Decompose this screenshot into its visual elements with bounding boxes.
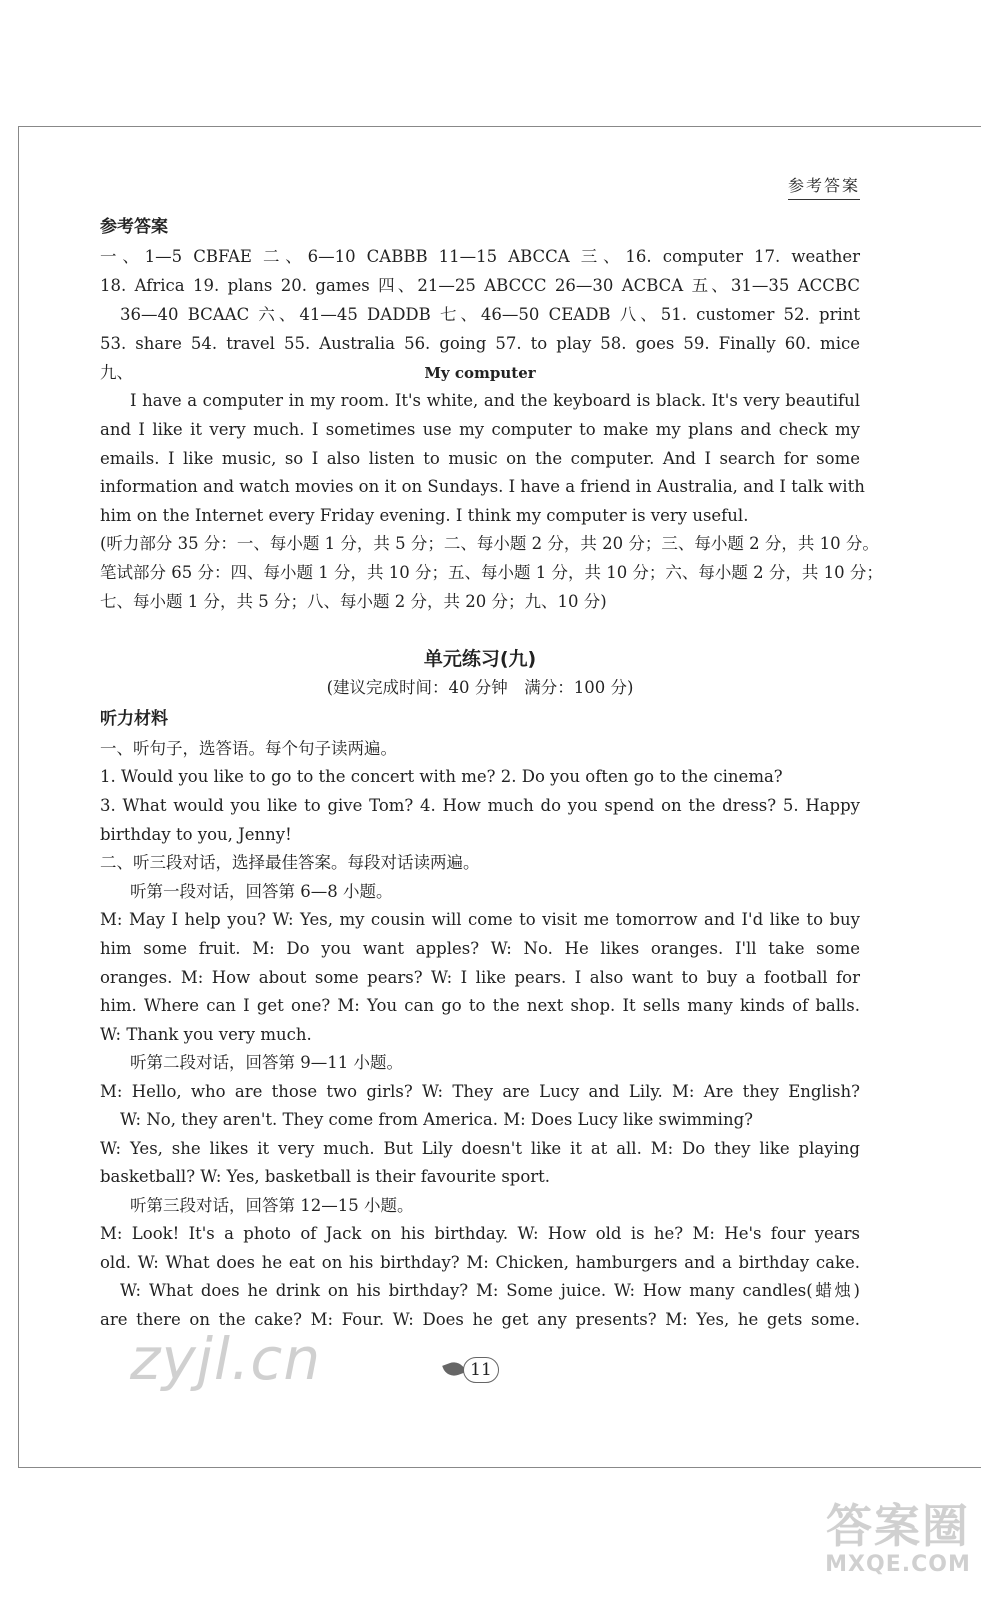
essay-line: emails. I like music, so I also listen to music on the computer. And I search for some	[100, 449, 860, 468]
score-line: 笔试部分 65 分：四、每小题 1 分，共 10 分；五、每小题 1 分，共 10 分；六、每小题 2 分，共 10 分；	[100, 563, 883, 582]
listening-line: old. W: What does he eat on his birthday? M: Chicken, hamburgers and a birthday cake.	[100, 1253, 860, 1272]
listening-line: oranges. M: How about some pears? W: I like pears. I also want to buy a football for	[100, 968, 860, 987]
listening-line: are there on the cake? M: Four. W: Does he get any presents? M: Yes, he gets some.	[100, 1310, 860, 1329]
watermark-zyjl: zyjl.cn	[130, 1325, 322, 1393]
listening-line: M: Look! It's a photo of Jack on his birthday. W: How old is he? M: He's four years	[100, 1224, 860, 1243]
page-number-text: 11	[463, 1357, 499, 1383]
listening-line: M: Hello, who are those two girls? W: They are Lucy and Lily. M: Are they English?	[100, 1082, 860, 1101]
listening-heading: 听力材料	[100, 709, 168, 729]
watermark-mxqe-url: MXQE.COM	[825, 1552, 971, 1577]
listening-line: W: Thank you very much.	[100, 1025, 312, 1044]
essay-line: information and watch movies on it on Sundays. I have a friend in Australia, and I talk with	[100, 477, 865, 496]
unit-subtitle: (建议完成时间：40 分钟 满分：100 分)	[326, 678, 634, 697]
listening-line: 3. What would you like to give Tom? 4. How much do you spend on the dress? 5. Happy	[100, 796, 860, 815]
listening-line: 听第一段对话，回答第 6—8 小题。	[130, 882, 393, 901]
listening-line: 二、听三段对话，选择最佳答案。每段对话读两遍。	[100, 853, 480, 872]
listening-line: 听第三段对话，回答第 12—15 小题。	[130, 1196, 414, 1215]
listening-line: him. Where can I get one? M: You can go to the next shop. It sells many kinds of balls.	[100, 996, 860, 1015]
listening-line: basketball? W: Yes, basketball is their favourite sport.	[100, 1167, 551, 1186]
listening-line: W: No, they aren't. They come from America. M: Does Lucy like swimming?	[120, 1110, 753, 1129]
essay-line: him on the Internet every Friday evening. I think my computer is very useful.	[100, 506, 749, 525]
essay-line: and I like it very much. I sometimes use my computer to make my plans and check my	[100, 420, 860, 439]
essay-title: My computer	[424, 364, 536, 382]
score-line: 七、每小题 1 分，共 5 分；八、每小题 2 分，共 20 分；九、10 分)	[100, 592, 607, 611]
answer-line: 36—40 BCAAC 六、41—45 DADDB 七、46—50 CEADB 八、51. customer 52. print	[120, 305, 860, 324]
score-line: (听力部分 35 分：一、每小题 1 分，共 5 分；二、每小题 2 分，共 20 分；三、每小题 2 分，共 10 分。	[100, 534, 879, 553]
unit-title: 单元练习(九)	[423, 648, 537, 670]
answer-line: 18. Africa 19. plans 20. games 四、21—25 ABCCC 26—30 ACBCA 五、31—35 ACCBC	[100, 276, 860, 295]
listening-line: W: What does he drink on his birthday? M: Some juice. W: How many candles(蜡烛)	[120, 1281, 860, 1300]
answer-line: 一、1—5 CBFAE 二、6—10 CABBB 11—15 ABCCA 三、16. computer 17. weather	[100, 247, 860, 266]
header-section-tag: 参考答案	[788, 173, 860, 200]
watermark-mxqe	[808, 1500, 988, 1577]
watermark-mxqe-title: 答案圈	[826, 1499, 970, 1553]
listening-line: him some fruit. M: Do you want apples? W: No. He likes oranges. I'll take some	[100, 939, 860, 958]
listening-line: M: May I help you? W: Yes, my cousin will come to visit me tomorrow and I'd like to buy	[100, 910, 860, 929]
answer-line: 53. share 54. travel 55. Australia 56. going 57. to play 58. goes 59. Finally 60. mice	[100, 334, 860, 353]
listening-line: 听第二段对话，回答第 9—11 小题。	[130, 1053, 403, 1072]
listening-line: 1. Would you like to go to the concert with me? 2. Do you often go to the cinema?	[100, 767, 783, 786]
essay-line: I have a computer in my room. It's white, and the keyboard is black. It's very beautiful	[130, 391, 860, 410]
listening-line: birthday to you, Jenny!	[100, 825, 292, 844]
page-number	[444, 1352, 502, 1388]
essay-label: 九、	[100, 363, 133, 382]
listening-line: 一、听句子，选答语。每个句子读两遍。	[100, 739, 397, 758]
listening-line: W: Yes, she likes it very much. But Lily doesn't like it at all. M: Do they like playing	[100, 1139, 860, 1158]
answers-heading: 参考答案	[100, 217, 168, 237]
